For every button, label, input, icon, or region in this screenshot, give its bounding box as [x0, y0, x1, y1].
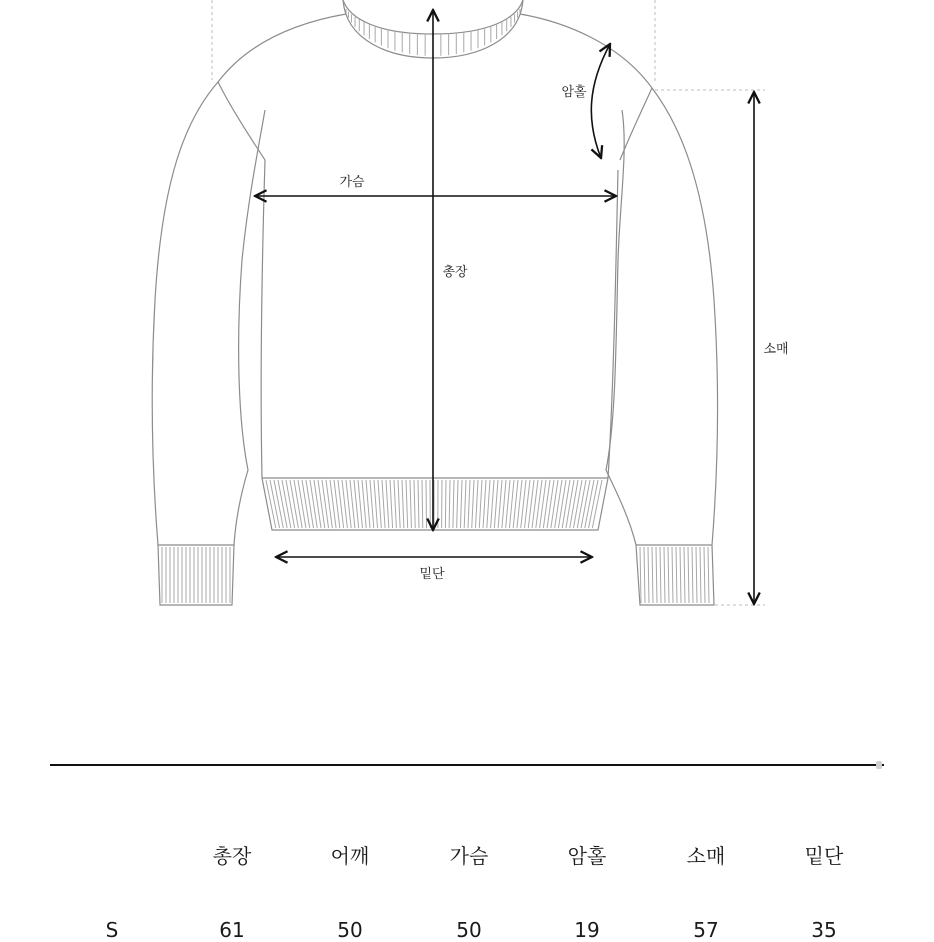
length-label: 총장 — [442, 264, 468, 280]
armhole-label: 암홀 — [561, 84, 587, 100]
row-value-sleeve: 57 — [693, 918, 718, 942]
row-value-shoulder: 50 — [337, 918, 362, 942]
table-divider — [50, 764, 884, 766]
row-value-armhole: 19 — [574, 918, 599, 942]
sweater-outline — [152, 0, 717, 605]
row-value-chest: 50 — [456, 918, 481, 942]
ribbing — [162, 3, 709, 603]
armhole-arrow — [591, 44, 610, 158]
measure-arrows — [255, 10, 754, 604]
header-chest: 가슴 — [450, 840, 489, 869]
row-size-label: S — [106, 918, 119, 942]
chest-label: 가슴 — [339, 174, 365, 190]
row-value-hem: 35 — [811, 918, 836, 942]
divider-end-dot — [876, 761, 882, 769]
header-hem: 밑단 — [805, 840, 844, 869]
header-shoulder: 어깨 — [331, 840, 370, 869]
header-armhole: 암홀 — [568, 840, 607, 869]
sleeve-label: 소매 — [763, 341, 788, 357]
row-value-length: 61 — [219, 918, 244, 942]
header-sleeve: 소매 — [687, 840, 726, 869]
header-length: 총장 — [213, 840, 252, 869]
hem-label: 밑단 — [419, 566, 445, 582]
guide-lines — [212, 0, 765, 605]
